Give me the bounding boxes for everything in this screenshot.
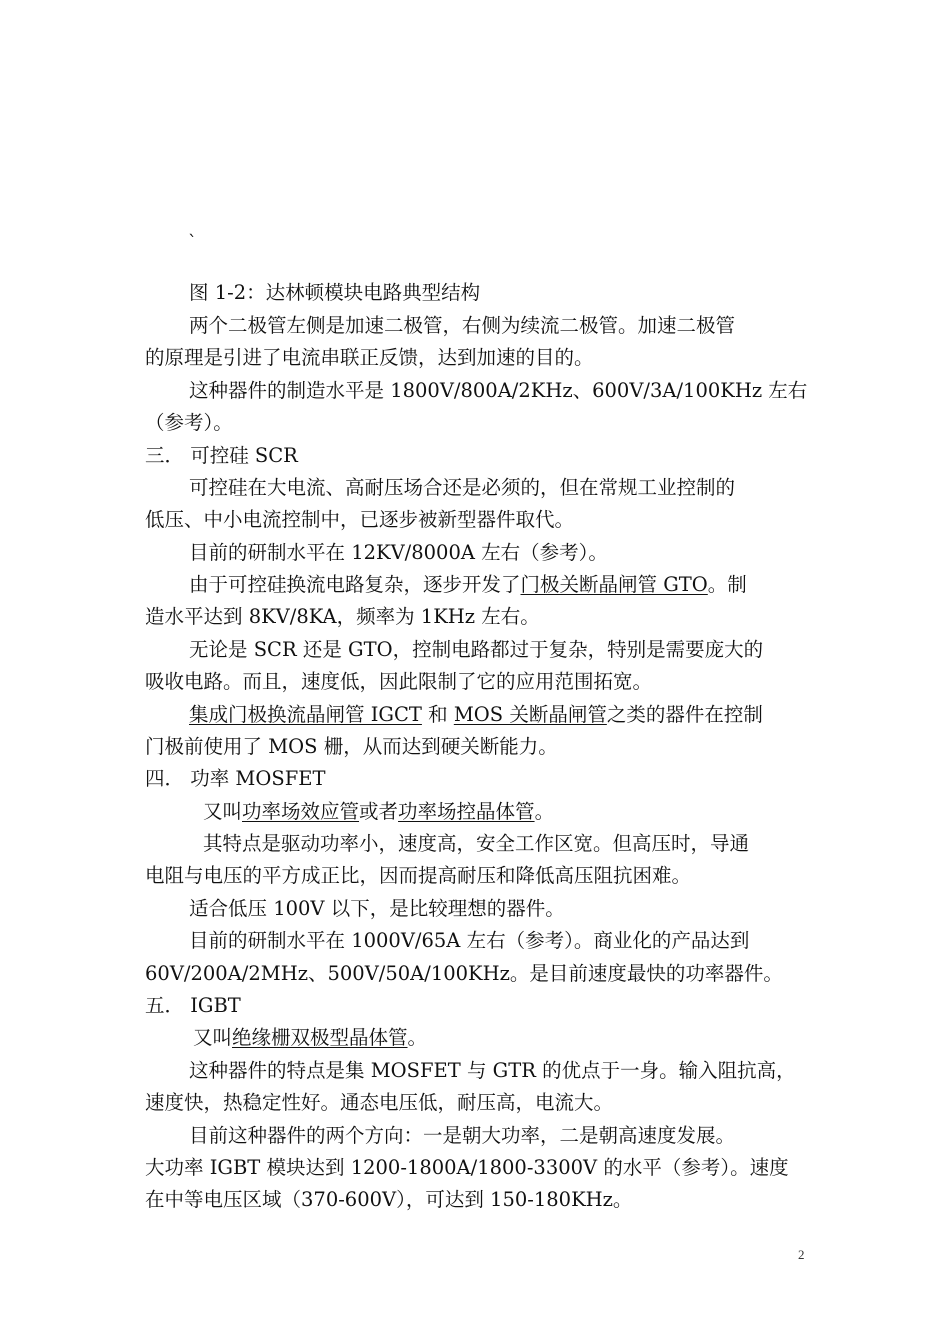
section-heading: 五． IGBT <box>145 994 241 1017</box>
text-run: 之类的器件在控制 <box>606 703 763 726</box>
text-run: 又叫 <box>203 800 243 823</box>
paragraph-line <box>203 798 554 826</box>
underlined-term: 门极关断晶闸管 GTO <box>520 573 708 596</box>
paragraph-line: 其特点是驱动功率小，速度高，安全工作区宽。但高压时，导通 <box>203 832 750 855</box>
underlined-term: 集成门极换流晶闸管 IGCT <box>189 703 422 726</box>
text-run: 。制 <box>707 573 747 596</box>
paragraph-line <box>193 1024 427 1052</box>
paragraph-line: 两个二极管左侧是加速二极管，右侧为续流二极管。加速二极管 <box>189 314 736 337</box>
paragraph-line: 目前的研制水平在 12KV/8000A 左右（参考）。 <box>189 541 608 564</box>
paragraph-line: 60V/200A/2MHz、500V/50A/100KHz。是目前速度最快的功率器件。 <box>145 962 783 985</box>
page-number: 2 <box>798 1247 805 1262</box>
underlined-term: 绝缘栅双极型晶体管 <box>232 1026 408 1049</box>
paragraph-line: 门极前使用了 MOS 栅，从而达到硬关断能力。 <box>145 735 558 758</box>
underlined-term: 功率场效应管 <box>242 800 360 823</box>
paragraph-line: 速度快，热稳定性好。通态电压低，耐压高，电流大。 <box>145 1091 614 1114</box>
paragraph-line: 这种器件的特点是集 MOSFET 与 GTR 的优点于一身。输入阻抗高， <box>189 1059 796 1082</box>
section-heading: 三． 可控硅 SCR <box>145 444 298 467</box>
text-run: 。 <box>407 1026 428 1049</box>
paragraph-line: 低压、中小电流控制中，已逐步被新型器件取代。 <box>145 508 575 531</box>
paragraph-line: 目前这种器件的两个方向：一是朝大功率，二是朝高速度发展。 <box>189 1124 736 1147</box>
paragraph-line: 造水平达到 8KV/8KA，频率为 1KHz 左右。 <box>145 605 540 628</box>
text-run: 由于可控硅换流电路复杂，逐步开发了 <box>189 573 521 596</box>
paragraph-line: 在中等电压区域（370-600V），可达到 150-180KHz。 <box>145 1188 633 1211</box>
paragraph-line: 这种器件的制造水平是 1800V/800A/2KHz、600V/3A/100KHz 左右 <box>189 379 808 402</box>
text-run: 和 <box>421 703 454 726</box>
paragraph-line: （参考）。 <box>145 411 233 434</box>
figure-caption: 图 1-2：达林顿模块电路典型结构 <box>189 281 481 304</box>
section-heading: 四． 功率 MOSFET <box>145 767 326 790</box>
paragraph-line: 大功率 IGBT 模块达到 1200-1800A/1800-3300V 的水平（参考）。速度 <box>145 1156 789 1179</box>
paragraph-line <box>189 571 747 599</box>
underlined-term: MOS 关断晶闸管 <box>453 703 607 726</box>
text-run: 又叫 <box>193 1026 233 1049</box>
paragraph-line: 的原理是引进了电流串联正反馈，达到加速的目的。 <box>145 346 594 369</box>
stray-mark: ` <box>188 232 197 253</box>
paragraph-line: 无论是 SCR 还是 GTO，控制电路都过于复杂，特别是需要庞大的 <box>189 638 764 661</box>
paragraph-line: 目前的研制水平在 1000V/65A 左右（参考）。商业化的产品达到 <box>189 929 750 952</box>
text-run: 或者 <box>359 800 399 823</box>
paragraph-line: 可控硅在大电流、高耐压场合还是必须的，但在常规工业控制的 <box>189 476 736 499</box>
paragraph-line <box>189 701 763 729</box>
paragraph-line: 适合低压 100V 以下，是比较理想的器件。 <box>189 897 565 920</box>
paragraph-line: 吸收电路。而且，速度低，因此限制了它的应用范围拓宽。 <box>145 670 653 693</box>
text-run: 。 <box>534 800 555 823</box>
underlined-term: 功率场控晶体管 <box>398 800 535 823</box>
paragraph-line: 电阻与电压的平方成正比，因而提高耐压和降低高压阻抗困难。 <box>145 864 692 887</box>
